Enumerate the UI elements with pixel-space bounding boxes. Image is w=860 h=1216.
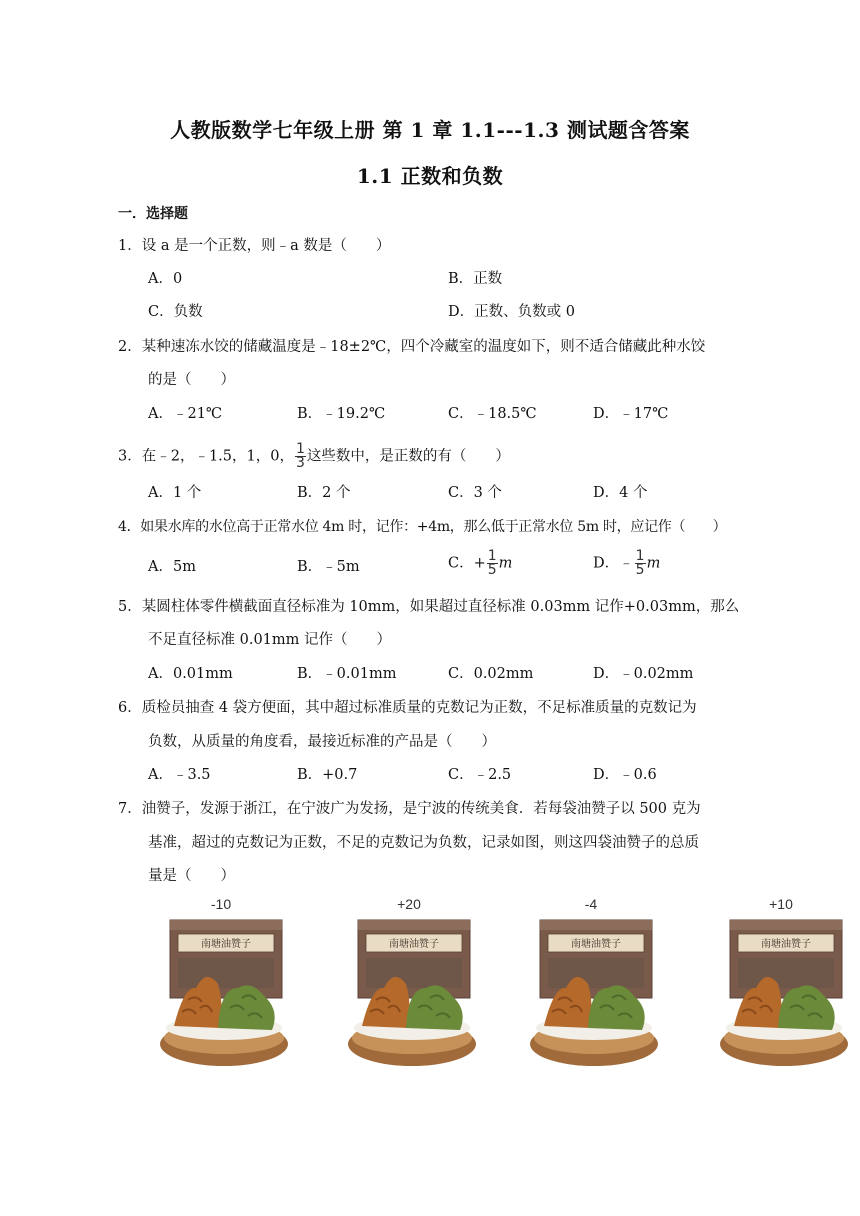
snack-package-image xyxy=(340,916,478,1076)
q2-option-b: B．﹣19.2℃ xyxy=(297,406,386,422)
q6-option-a: A．﹣3.5 xyxy=(148,767,211,783)
q3-option-d: D．4 个 xyxy=(593,485,648,501)
section-heading: 一．选择题 xyxy=(118,206,188,222)
q4-option-d-fraction xyxy=(635,550,646,577)
q2-option-d: D．﹣17℃ xyxy=(593,406,669,422)
q3-stem-prefix: 3．在﹣2，﹣1.5，1，0， xyxy=(118,448,294,465)
package-4 xyxy=(712,896,850,1078)
question-7-stem-cont2: 量是（ ） xyxy=(148,868,235,884)
question-2-stem-cont: 的是（ ） xyxy=(148,372,235,388)
q3-option-c: C．3 个 xyxy=(448,485,502,501)
package-box-text: 南塘油赞子 xyxy=(389,939,439,950)
package-box-text: 南塘油赞子 xyxy=(761,939,811,950)
snack-package-image xyxy=(152,916,290,1076)
q6-option-b: B．+0.7 xyxy=(297,767,358,783)
q4-option-c-fraction xyxy=(487,550,498,577)
question-6-stem-cont: 负数，从质量的角度看，最接近标准的产品是（ ） xyxy=(148,734,496,750)
q1-option-d: D．正数、负数或 0 xyxy=(448,304,575,320)
package-weight-label: -4 xyxy=(584,896,598,912)
q1-option-b: B．正数 xyxy=(448,271,503,287)
q3-fraction-denominator: 3 xyxy=(295,455,305,471)
q3-fraction xyxy=(295,443,306,470)
q3-option-b: B．2 个 xyxy=(297,485,351,501)
package-3 xyxy=(522,896,660,1078)
question-7-stem-cont: 基准，超过的克数记为正数，不足的克数记为负数，记录如图，则这四袋油赞子的总质 xyxy=(148,835,699,851)
q4-c-numerator: 1 xyxy=(487,548,497,564)
package-box-text: 南塘油赞子 xyxy=(571,939,621,950)
snack-package-image xyxy=(522,916,660,1076)
q3-option-a: A．1 个 xyxy=(148,485,202,501)
package-weight-label: +10 xyxy=(769,896,793,912)
package-weight-label: -10 xyxy=(210,896,232,912)
question-2-stem: 2．某种速冻水饺的储藏温度是﹣18±2℃，四个冷藏室的温度如下，则不适合储藏此种水饺 xyxy=(118,339,706,355)
q5-option-b: B．﹣0.01mm xyxy=(297,666,397,682)
package-weight-label: +20 xyxy=(397,896,421,912)
q4-option-d-prefix: D．﹣ xyxy=(593,555,634,572)
q4-option-b: B．﹣5m xyxy=(297,559,360,575)
q2-option-a: A．﹣21℃ xyxy=(148,406,223,422)
q4-d-denominator: 5 xyxy=(635,562,645,578)
q5-option-c: C．0.02mm xyxy=(448,666,534,682)
q5-option-d: D．﹣0.02mm xyxy=(593,666,694,682)
q4-option-d xyxy=(593,550,660,577)
q1-option-a: A．0 xyxy=(148,271,183,287)
q5-option-a: A．0.01mm xyxy=(148,666,233,682)
package-box-text: 南塘油赞子 xyxy=(201,939,251,950)
section-title: 1.1 正数和负数 xyxy=(356,164,504,188)
q1-option-c: C．负数 xyxy=(148,304,203,320)
q3-stem-suffix: 这些数中，是正数的有（ ） xyxy=(306,448,510,465)
question-5-stem-cont: 不足直径标准 0.01mm 记作（ ） xyxy=(148,632,392,648)
q6-option-c: C．﹣2.5 xyxy=(448,767,512,783)
q4-c-denominator: 5 xyxy=(487,562,497,578)
question-6-stem: 6．质检员抽查 4 袋方便面，其中超过标准质量的克数记为正数，不足标准质量的克数记为 xyxy=(118,700,697,716)
q6-option-d: D．﹣0.6 xyxy=(593,767,657,783)
question-7-stem: 7．油赞子，发源于浙江，在宁波广为发扬，是宁波的传统美食．若每袋油赞子以 500 克为 xyxy=(118,801,701,817)
package-2 xyxy=(340,896,478,1078)
q2-option-c: C．﹣18.5℃ xyxy=(448,406,537,422)
package-1 xyxy=(152,896,290,1078)
snack-package-image xyxy=(712,916,850,1076)
q4-option-c xyxy=(448,550,512,577)
question-4-stem: 4．如果水库的水位高于正常水位 4m 时，记作：+4m，那么低于正常水位 5m 时，应记作（ ） xyxy=(118,519,727,535)
q4-option-c-prefix: C．+ xyxy=(448,555,486,572)
question-5-stem: 5．某圆柱体零件横截面直径标准为 10mm，如果超过直径标准 0.03mm 记作+0.03mm，那么 xyxy=(118,599,740,615)
question-3-stem xyxy=(118,443,510,470)
question-1-stem: 1．设 a 是一个正数，则﹣a 数是（ ） xyxy=(118,238,391,254)
q4-d-numerator: 1 xyxy=(635,548,645,564)
q4-option-d-unit: m xyxy=(646,555,661,572)
document-title: 人教版数学七年级上册 第 1 章 1.1---1.3 测试题含答案 xyxy=(170,118,690,142)
q3-fraction-numerator: 1 xyxy=(295,441,305,457)
q4-option-c-unit: m xyxy=(498,555,513,572)
q4-option-a: A．5m xyxy=(148,559,196,575)
